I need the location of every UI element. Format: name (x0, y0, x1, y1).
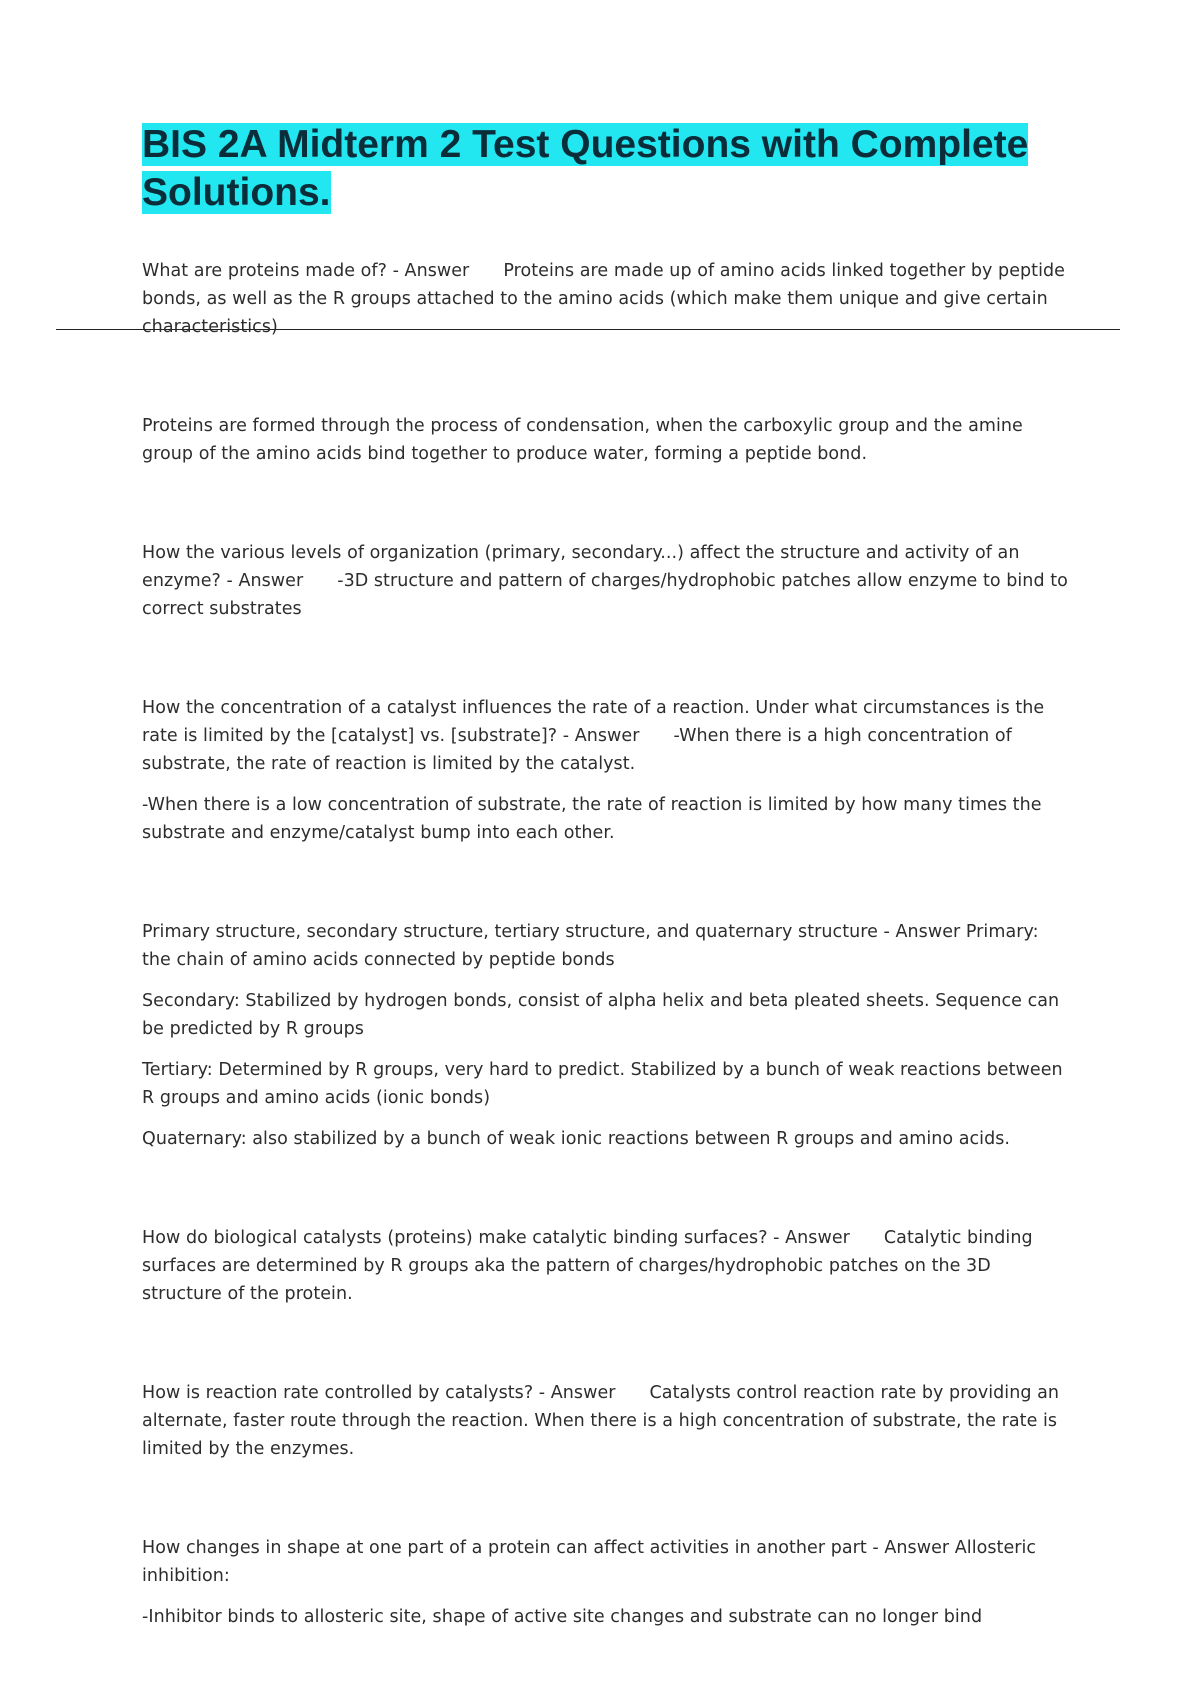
qa-block-1 (142, 257, 1072, 341)
qa-block-6 (142, 1224, 1072, 1308)
answer-continuation: -When there is a low concentration of substrate, the rate of reaction is limited by how many times the substrate and enzyme/catalyst bump into each other. (142, 795, 1042, 843)
answer-quaternary: Quaternary: also stabilized by a bunch of weak ionic reactions between R groups and amino acids. (142, 1129, 1011, 1149)
question: What are proteins made of? - Answer (142, 261, 470, 281)
answer: Primary: the chain of amino acids connected by peptide bonds (142, 922, 1039, 970)
answer: -3D structure and pattern of charges/hydrophobic patches allow enzyme to bind to correct substrates (142, 571, 1068, 619)
title-highlight: BIS 2A Midterm 2 Test Questions with Complete Solutions. (142, 123, 1029, 214)
document-page (142, 121, 1072, 1644)
answer: Allosteric inhibition: (142, 1538, 1037, 1586)
question: How changes in shape at one part of a protein can affect activities in another part - Answer (142, 1538, 950, 1558)
qa-block-8 (142, 1534, 1072, 1590)
document-title (142, 121, 1072, 217)
answer-continuation: -Inhibitor binds to allosteric site, shape of active site changes and substrate can no longer bind (142, 1607, 983, 1627)
paragraph-condensation: Proteins are formed through the process of condensation, when the carboxylic group and the amine group of the amino acids bind together to produce water, forming a peptide bond. (142, 416, 1023, 464)
question: How do biological catalysts (proteins) make catalytic binding surfaces? - Answer (142, 1228, 850, 1248)
answer: Catalytic binding surfaces are determined by R groups aka the pattern of charges/hydrophobic patches on the 3D structure of the protein. (142, 1228, 1033, 1304)
qa-block-5 (142, 918, 1072, 974)
answer: Catalysts control reaction rate by providing an alternate, faster route through the reaction. When there is a high concentration of substrate, the rate is limited by the enzymes. (142, 1383, 1060, 1459)
answer-secondary: Secondary: Stabilized by hydrogen bonds, consist of alpha helix and beta pleated sheets. Sequence can be predicted by R groups (142, 991, 1060, 1039)
answer-tertiary: Tertiary: Determined by R groups, very hard to predict. Stabilized by a bunch of weak reactions between R groups and amino acids (ionic bonds) (142, 1060, 1063, 1108)
question: Primary structure, secondary structure, tertiary structure, and quaternary structure - Answer (142, 922, 961, 942)
answer: Proteins are made up of amino acids linked together by peptide bonds, as well as the R groups attached to the amino acids (which make them unique and give certain characteristics) (142, 261, 1065, 337)
qa-block-7 (142, 1379, 1072, 1463)
answer: -When there is a high concentration of substrate, the rate of reaction is limited by the catalyst. (142, 726, 1012, 774)
question: How is reaction rate controlled by catalysts? - Answer (142, 1383, 616, 1403)
question: How the various levels of organization (primary, secondary...) affect the structure and activity of an enzyme? - Answer (142, 543, 1020, 591)
document-body (142, 257, 1072, 1631)
question: How the concentration of a catalyst influences the rate of a reaction. Under what circumstances is the rate is limited by the [catalyst] vs. [substrate]? - Answer (142, 698, 1045, 746)
qa-block-3 (142, 539, 1072, 623)
qa-block-4 (142, 694, 1072, 778)
